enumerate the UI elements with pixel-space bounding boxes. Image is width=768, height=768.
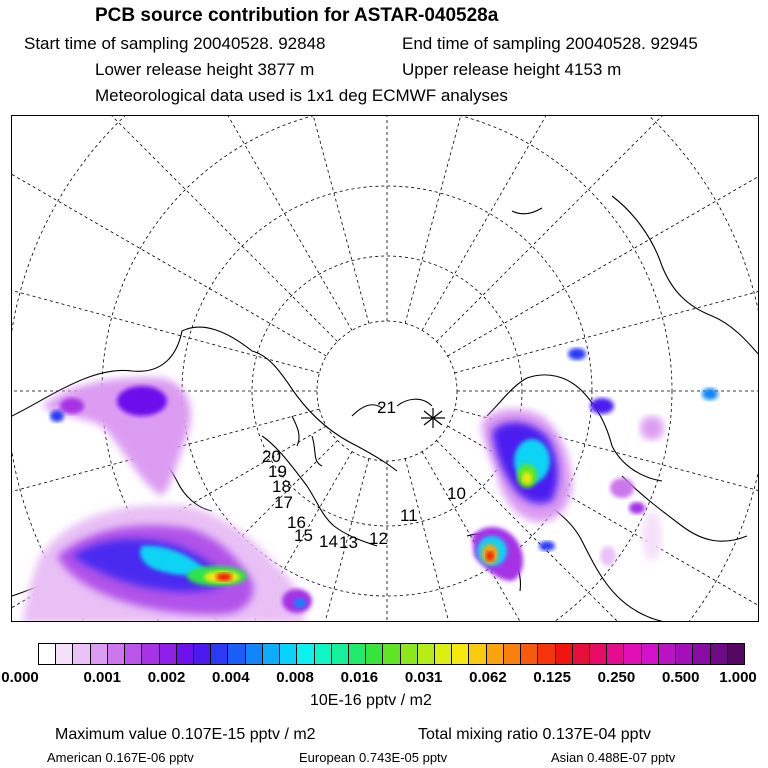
trajectory-label: 19: [268, 462, 287, 481]
colorbar: [38, 643, 745, 665]
colorbar-tick-label: 0.500: [661, 669, 700, 686]
colorbar-segment: [383, 644, 400, 664]
colorbar-segment: [263, 644, 280, 664]
colorbar-segment: [521, 644, 538, 664]
colorbar-segment: [469, 644, 486, 664]
colorbar-segment: [91, 644, 108, 664]
colorbar-segment: [194, 644, 211, 664]
colorbar-segment: [211, 644, 228, 664]
colorbar-segment: [315, 644, 332, 664]
colorbar-segment: [607, 644, 624, 664]
colorbar-segment: [125, 644, 142, 664]
trajectory-label: 12: [369, 529, 388, 548]
colorbar-segment: [246, 644, 263, 664]
colorbar-segment: [160, 644, 177, 664]
footprint-europe: [472, 348, 718, 581]
european-contribution: European 0.743E-05 pptv: [299, 750, 448, 765]
colorbar-unit: 10E-16 pptv / m2: [310, 692, 432, 709]
colorbar-segment: [556, 644, 573, 664]
trajectory-label: 10: [447, 484, 466, 503]
trajectory-label: 18: [272, 477, 291, 496]
colorbar-segment: [297, 644, 314, 664]
map-canvas: [12, 116, 759, 622]
colorbar-tick-label: 0.008: [276, 669, 314, 686]
colorbar-segment: [177, 644, 194, 664]
start-time-label: Start time of sampling 20040528. 92848: [24, 34, 326, 53]
colorbar-segment: [728, 644, 744, 664]
trajectory-label: 16: [287, 513, 306, 532]
colorbar-tick-label: 1.000: [719, 669, 757, 686]
colorbar-segment: [435, 644, 452, 664]
colorbar-segment: [418, 644, 435, 664]
american-contribution: American 0.167E-06 pptv: [47, 750, 194, 765]
lower-height-label: Lower release height 3877 m: [95, 60, 315, 79]
colorbar-segment: [590, 644, 607, 664]
colorbar-tick-label: 0.016: [340, 669, 379, 686]
trajectory-label: 11: [400, 506, 418, 525]
colorbar-segment: [504, 644, 521, 664]
met-data-label: Meteorological data used is 1x1 deg ECMWF analyses: [95, 86, 508, 105]
trajectory-label: 20: [262, 447, 281, 466]
colorbar-tick-label: 0.000: [1, 669, 39, 686]
colorbar-segment: [624, 644, 641, 664]
colorbar-tick-label: 0.004: [212, 669, 250, 686]
page-title: PCB source contribution for ASTAR-040528a: [95, 5, 499, 26]
colorbar-segment: [642, 644, 659, 664]
colorbar-tick-label: 0.002: [147, 669, 186, 686]
colorbar-segment: [452, 644, 469, 664]
colorbar-tick-label: 0.250: [597, 669, 636, 686]
colorbar-segment: [332, 644, 349, 664]
end-time-label: End time of sampling 20040528. 92945: [402, 34, 698, 53]
colorbar-segment: [39, 644, 56, 664]
colorbar-segment: [228, 644, 245, 664]
polar-map: [11, 115, 759, 622]
colorbar-tick-label: 0.001: [83, 669, 122, 686]
colorbar-tick-label: 0.031: [404, 669, 443, 686]
colorbar-segment: [573, 644, 590, 664]
asian-contribution: Asian 0.488E-07 pptv: [551, 750, 676, 765]
trajectory-label: 17: [274, 493, 293, 512]
trajectory-label: 13: [339, 533, 358, 552]
trajectory-label: 21: [377, 398, 396, 417]
colorbar-segment: [56, 644, 73, 664]
colorbar-segment: [711, 644, 728, 664]
colorbar-segment: [108, 644, 125, 664]
trajectory-label: 15: [294, 526, 313, 545]
colorbar-segment: [659, 644, 676, 664]
colorbar-segment: [73, 644, 90, 664]
colorbar-segment: [349, 644, 366, 664]
colorbar-tick-label: 0.125: [533, 669, 571, 686]
upper-height-label: Upper release height 4153 m: [402, 60, 622, 79]
colorbar-segment: [142, 644, 159, 664]
release-point-marker: [421, 408, 445, 428]
colorbar-segment: [538, 644, 555, 664]
colorbar-segment: [693, 644, 710, 664]
colorbar-tick-label: 0.062: [469, 669, 507, 686]
colorbar-segment: [487, 644, 504, 664]
colorbar-segment: [366, 644, 383, 664]
max-value-label: Maximum value 0.107E-15 pptv / m2: [55, 726, 316, 743]
colorbar-segment: [280, 644, 297, 664]
colorbar-segment: [401, 644, 418, 664]
total-mixing-label: Total mixing ratio 0.137E-04 pptv: [418, 726, 652, 743]
colorbar-segment: [676, 644, 693, 664]
trajectory-label: 14: [319, 532, 338, 551]
footprint-america: [22, 378, 312, 622]
